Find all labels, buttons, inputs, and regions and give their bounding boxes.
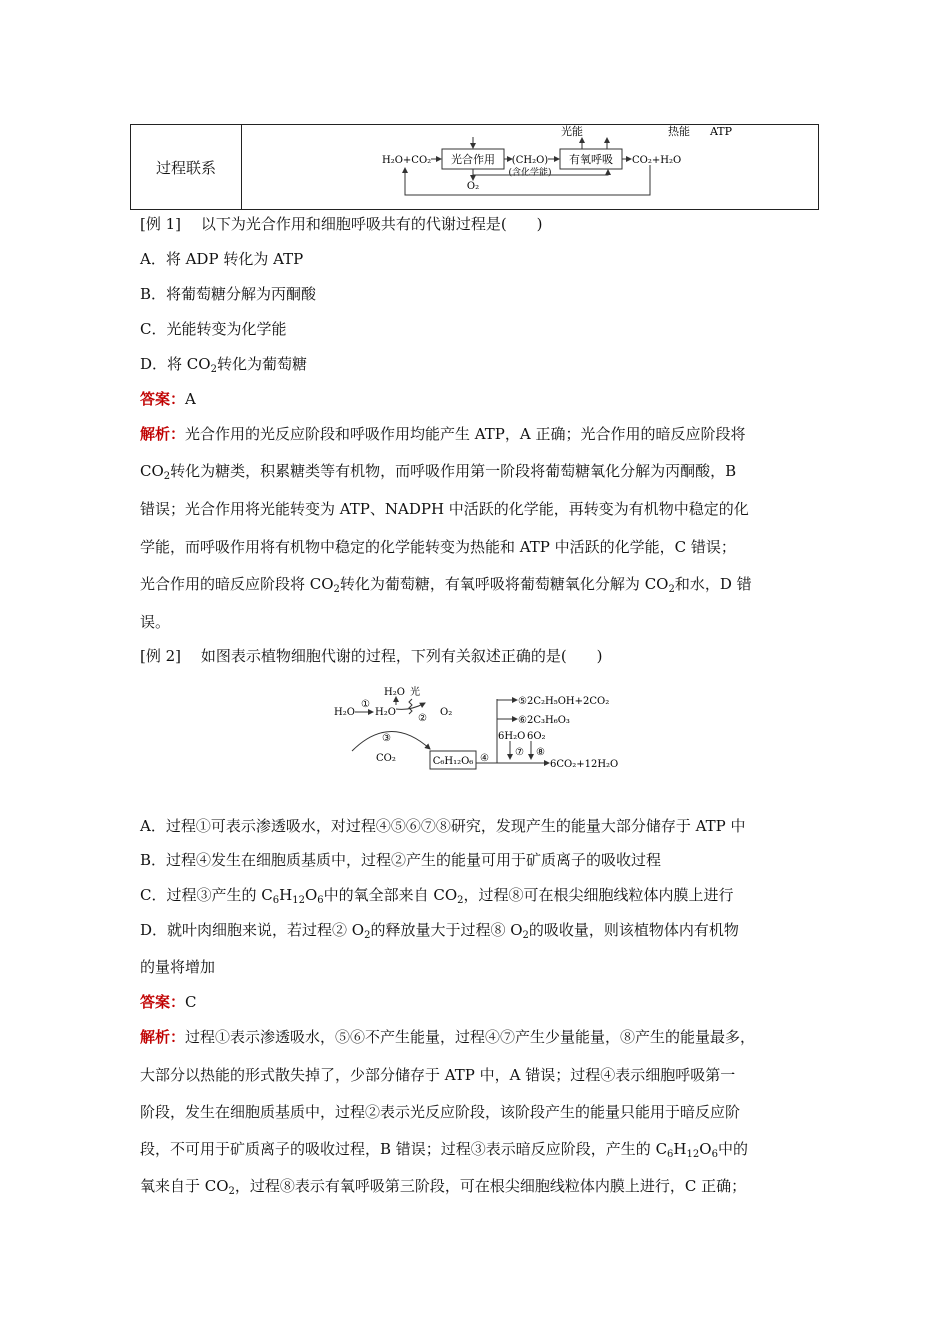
explanation-label: 解析：: [140, 1028, 186, 1046]
ex2-explanation-2: 大部分以热能的形式散失掉了，少部分储存于 ATP 中，A 错误；过程④表示细胞呼吸第一: [140, 1066, 736, 1084]
d-co2: CO₂: [376, 753, 396, 764]
label-ch2o: (CH₂O): [511, 155, 549, 166]
ex2-option-b: B．过程④发生在细胞质基质中，过程②产生的能量可用于矿质离子的吸收过程: [140, 851, 662, 869]
answer-value: A: [185, 390, 196, 408]
label-o2: O₂: [466, 181, 480, 192]
d-c2: ②: [418, 713, 427, 724]
label-products: CO₂+H₂O: [632, 155, 682, 166]
d-light: 光: [410, 687, 420, 698]
d-o2-6: 6O₂: [527, 731, 546, 742]
box-aerobic-respiration-label: 有氧呼吸: [569, 153, 613, 166]
d-h2o-top: H₂O: [384, 687, 405, 698]
ex2-option-a: A．过程①可表示渗透吸水，对过程④⑤⑥⑦⑧研究，发现产生的能量大部分储存于 ATP 中: [140, 817, 746, 835]
ex1-explanation-4: 学能，而呼吸作用将有机物中稳定的化学能转变为热能和 ATP 中活跃的化学能，C 错误；: [140, 538, 736, 556]
ex1-explanation-5: 光合作用的暗反应阶段将 $CO_2$转化为葡萄糖，有氧呼吸将葡萄糖氧化分解为 $CO_2$和水，D 错: [140, 575, 752, 595]
answer-value: C: [185, 993, 197, 1011]
ex1-question: 以下为光合作用和细胞呼吸共有的代谢过程是( ): [200, 215, 543, 233]
ex2-question-line: [140, 646, 603, 666]
label-atp: ATP: [709, 125, 733, 138]
ex1-question-line: [140, 214, 543, 234]
plant-cell-metabolism-diagram: [330, 683, 630, 775]
ex2-option-d-cont: 的量将增加: [140, 958, 216, 976]
d-c7: ⑦: [515, 747, 524, 758]
ex2-explanation-5: 氧来自于 $CO_2$，过程⑧表示有氧呼吸第三阶段，可在根尖细胞线粒体内膜上进行，C 正确；: [140, 1177, 747, 1197]
d-r5: ⑤2C₂H₅OH+2CO₂: [518, 696, 610, 707]
d-c1: ①: [361, 699, 370, 710]
ex2-option-c: C．过程③产生的 $C_6H_{12}O_6$中的氧全部来自 $CO_2$，过程⑧可在根尖细胞线粒体内膜上进行: [140, 886, 734, 906]
d-h2o6: 6H₂O: [498, 731, 526, 742]
d-c3: ③: [382, 733, 391, 744]
d-h2o-mid: H₂O: [375, 707, 396, 718]
label-chemical-energy: (含化学能): [508, 168, 552, 178]
d-c4: ④: [480, 753, 489, 764]
table-label: 过程联系: [155, 158, 216, 177]
ex1-explanation-2: $CO_2$转化为糖类，积累糖类等有机物，而呼吸作用第一阶段将葡萄糖氧化分解为丙酮酸，B: [140, 462, 737, 482]
ex2-explanation-3: 阶段，发生在细胞质基质中，过程②表示光反应阶段，该阶段产生的能量只能用于暗反应阶: [140, 1103, 741, 1121]
ex2-question: 如图表示植物细胞代谢的过程，下列有关叙述正确的是( ): [200, 647, 603, 665]
ex2-option-d: D．就叶肉细胞来说，若过程② $O_2$的释放量大于过程⑧ $O_2$的吸收量，则该植物体内有机物: [140, 921, 739, 941]
d-final: 6CO₂+12H₂O: [550, 759, 619, 770]
label-light-energy: 光能: [561, 125, 583, 138]
d-c8: ⑧: [536, 747, 545, 758]
ex2-explanation-4: 段，不可用于矿质离子的吸收过程，B 错误；过程③表示暗反应阶段，产生的 $C_6H_{12}O_6$中的: [140, 1140, 748, 1160]
box-photosynthesis-label: 光合作用: [451, 153, 495, 166]
ex1-option-a: A．将 ADP 转化为 ATP: [140, 250, 304, 268]
label-reactants: H₂O+CO₂: [382, 155, 432, 166]
ex1-answer: [140, 389, 196, 409]
ex1-explanation-6: 误。: [140, 613, 171, 631]
label-heat-energy: 热能: [668, 125, 690, 138]
ex1-option-b: B．将葡萄糖分解为丙酮酸: [140, 285, 317, 303]
d-r6: ⑥2C₃H₆O₃: [518, 715, 570, 726]
photosynthesis-respiration-diagram: [242, 125, 818, 209]
d-h2o-left: H₂O: [334, 707, 355, 718]
ex2-answer: [140, 992, 197, 1012]
process-relation-table: [130, 124, 819, 210]
d-o2: O₂: [440, 707, 453, 718]
ex1-explanation-1: 解析：光合作用的光反应阶段和呼吸作用均能产生 ATP，A 正确；光合作用的暗反应阶段将: [140, 425, 746, 443]
ex2-head: [例 2]: [140, 647, 182, 665]
answer-label: 答案：: [140, 390, 186, 408]
ex2-explanation-1: 解析：过程①表示渗透吸水，⑤⑥不产生能量，过程④⑦产生少量能量，⑧产生的能量最多，: [140, 1028, 756, 1046]
ex1-explanation-3: 错误；光合作用将光能转变为 ATP、NADPH 中活跃的化学能，再转变为有机物中稳定的化: [140, 500, 749, 518]
answer-label: 答案：: [140, 993, 186, 1011]
ex1-option-c: C．光能转变为化学能: [140, 320, 287, 338]
d-glucose: C₆H₁₂O₆: [432, 756, 474, 767]
explanation-label: 解析：: [140, 425, 186, 443]
ex1-head: [例 1]: [140, 215, 182, 233]
ex1-option-d: D．将 $CO_2$转化为葡萄糖: [140, 355, 307, 375]
